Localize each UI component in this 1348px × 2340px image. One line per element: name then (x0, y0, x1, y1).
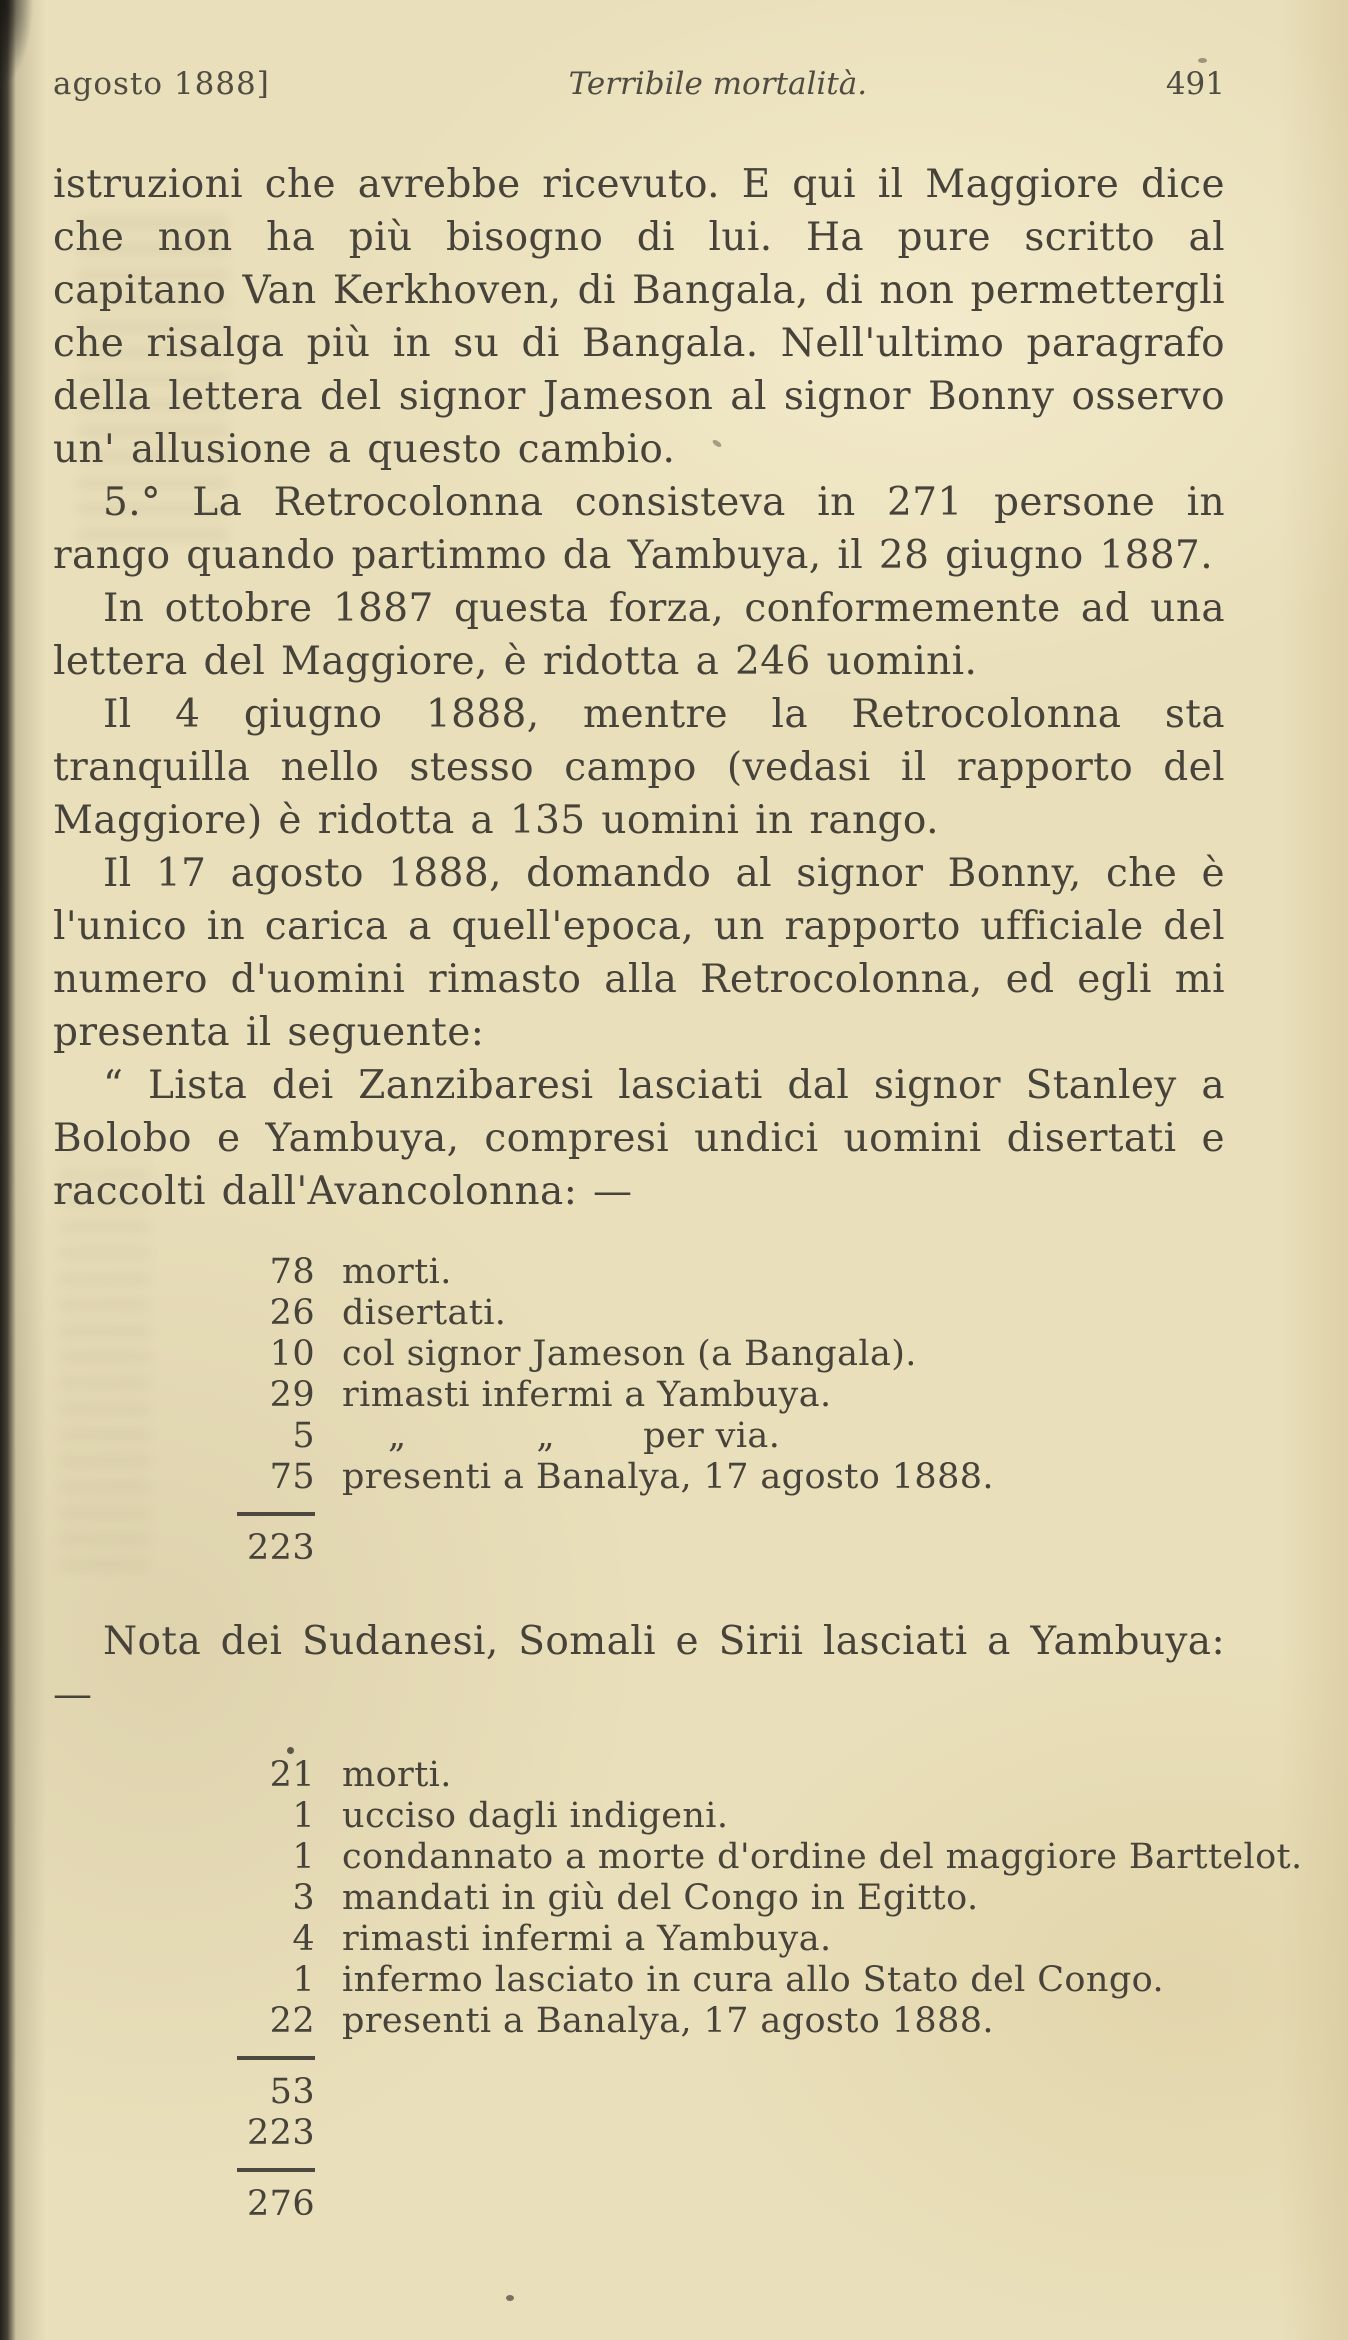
tally-row (203, 1293, 1225, 1334)
tally-row (203, 1457, 1225, 1498)
tally-number: 75 (269, 1457, 315, 1497)
tally-row (203, 1252, 1225, 1293)
sudanesi-tally-list (203, 1755, 1303, 2042)
tally-row (203, 1878, 1225, 1919)
paragraph: Il 17 agosto 1888, domando al signor Bonny, che è l'unico in carica a quell'epoca, un rapporto ufficiale del numero d'uomini rimasto alla Retrocolonna, ed egli mi presenta il seguente: (53, 851, 1225, 1055)
tally-number: 1 (292, 1960, 315, 2000)
tally-label: col signor Jameson (a Bangala). (342, 1334, 917, 1374)
grand-total-row (203, 2184, 1225, 2225)
tally-number: 26 (269, 1293, 315, 1333)
spine-shadow (0, 0, 16, 2340)
tally-row (203, 1375, 1225, 1416)
tally-label: morti. (342, 1252, 452, 1292)
tally-label: disertati. (342, 1293, 507, 1333)
subtotal-row (203, 2072, 1225, 2113)
paper-speck (1198, 58, 1207, 63)
tally-label: morti. (342, 1755, 452, 1795)
note-text (53, 1615, 1225, 1721)
tally-row (203, 1755, 1225, 1796)
paragraph: istruzioni che avrebbe ricevuto. E qui il Maggiore dice che non ha più bisogno di lui. Ha pure scritto al capitano Van Kerkhoven, di Bangala, di non permettergli che risalga più in su di Bangala. Nell'ultimo paragrafo della lettera del signor Jameson al signor Bonny osservo un' allusione a questo cambio. (53, 162, 1225, 472)
page-number: 491 (1165, 66, 1225, 102)
tally-label: infermo lasciato in cura allo Stato del Congo. (342, 1960, 1165, 2000)
tally-number: 10 (269, 1334, 315, 1374)
grand-total-value: 276 (246, 2184, 315, 2224)
paragraph: “ Lista dei Zanzibaresi lasciati dal signor Stanley a Bolobo e Yambuya, compresi undici uomini disertati e raccolti dall'Avancolonna: — (53, 1063, 1225, 1214)
tally-number: 4 (292, 1919, 315, 1959)
tally-label: rimasti infermi a Yambuya. (342, 1919, 832, 1959)
tally-number: 78 (269, 1252, 315, 1292)
tally-label: ucciso dagli indigeni. (342, 1796, 729, 1836)
grand-total-block (203, 2056, 1225, 2225)
tally-label: condannato a morte d'ordine del maggiore Barttelot. (342, 1837, 1303, 1877)
sum-rule (237, 2056, 315, 2060)
header-chapter-title: Terribile mortalità. (568, 66, 868, 102)
tally-number: 1 (292, 1796, 315, 1836)
paragraph: Il 4 giugno 1888, mentre la Retrocolonna sta tranquilla nello stesso campo (vedasi il rapporto del Maggiore) è ridotta a 135 uomini in rango. (53, 692, 1225, 843)
tally-label: presenti a Banalya, 17 agosto 1888. (342, 1457, 994, 1497)
tally-row (203, 1960, 1225, 2001)
header-date: agosto 1888] (53, 66, 270, 102)
paragraph: 5.° La Retrocolonna consisteva in 271 persone in rango quando partimmo da Yambuya, il 28 giugno 1887. (53, 480, 1225, 578)
tally-number: 21 (269, 1755, 315, 1795)
tally-number: 3 (292, 1878, 315, 1918)
tally-label: rimasti infermi a Yambuya. (342, 1375, 832, 1415)
tally-row (203, 1796, 1225, 1837)
paragraph: In ottobre 1887 questa forza, conformemente ad una lettera del Maggiore, è ridotta a 246 uomini. (53, 586, 1225, 684)
paragraph: Nota dei Sudanesi, Somali e Sirii lasciati a Yambuya: — (53, 1619, 1225, 1717)
tally-number: 22 (269, 2001, 315, 2041)
tally-row (203, 2001, 1225, 2042)
sum-rule (237, 1512, 315, 1516)
ditto-mark: „ (536, 1416, 556, 1456)
page-content (53, 66, 1303, 2225)
tally-label: mandati in giù del Congo in Egitto. (342, 1878, 979, 1918)
tally-number: 5 (292, 1416, 315, 1456)
zanzibaresi-tally-list (203, 1252, 1225, 1569)
ditto-label: per via. (643, 1416, 781, 1456)
subtotal-row (203, 2113, 1225, 2154)
tally-number: 1 (292, 1837, 315, 1877)
tally-row (203, 1919, 1225, 1960)
sum-rule (237, 2168, 315, 2172)
tally-total: 223 (246, 1528, 315, 1568)
tally-number: 29 (269, 1375, 315, 1415)
subtotal-value: 223 (246, 2113, 315, 2153)
tally-total-row (203, 1528, 1225, 1569)
ditto-mark: „ (388, 1416, 407, 1456)
running-header (53, 66, 1225, 102)
tally-label: presenti a Banalya, 17 agosto 1888. (342, 2001, 994, 2041)
tally-row-ditto (203, 1416, 1225, 1457)
tally-row (203, 1837, 1303, 1878)
tally-label (342, 1416, 780, 1457)
subtotal-value: 53 (269, 2072, 315, 2112)
tally-row (203, 1334, 1225, 1375)
paper-speck (506, 2295, 514, 2301)
body-text (53, 158, 1225, 1218)
